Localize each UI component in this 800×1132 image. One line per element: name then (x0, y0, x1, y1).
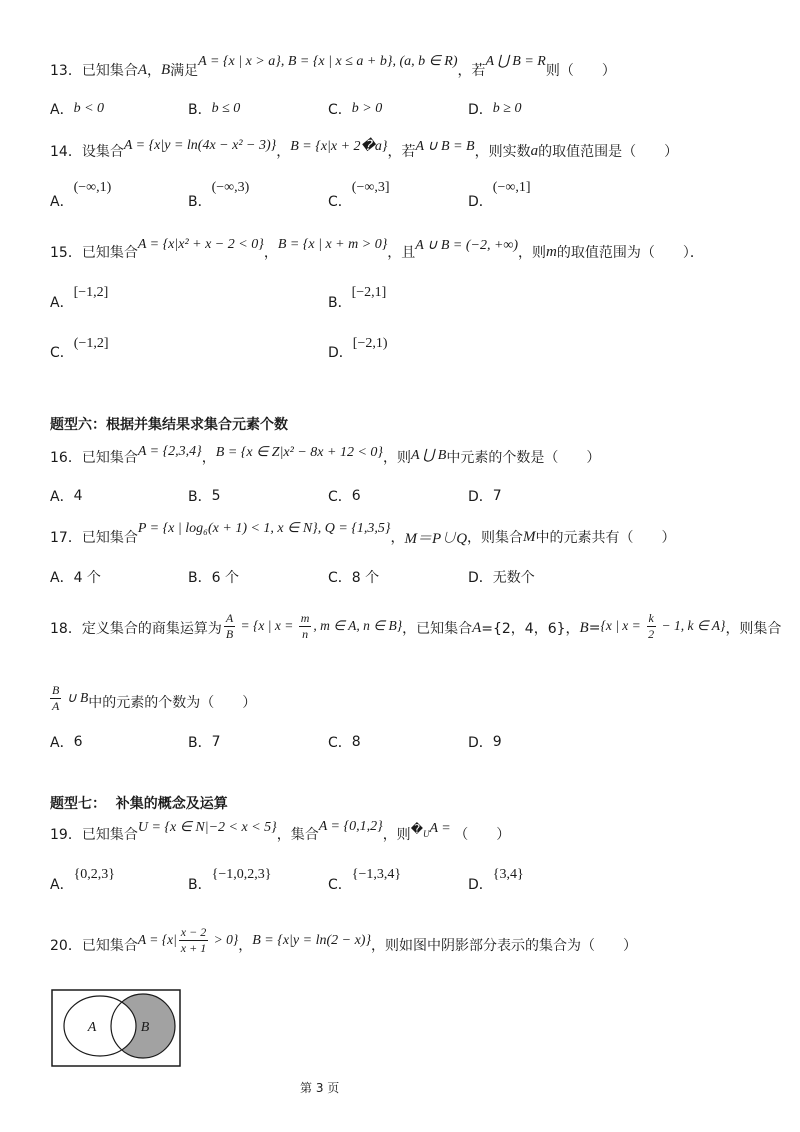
question-number: 18． (50, 621, 82, 637)
option-label: D． (468, 570, 493, 586)
q17-option-c (328, 565, 379, 589)
denominator: n (302, 626, 309, 641)
question-number: 17． (50, 530, 82, 546)
option-label: D． (328, 345, 353, 361)
stem-text: ，若 (457, 63, 486, 79)
option-label: D． (468, 489, 493, 505)
set-a-formula: A = {x|x² + x − 2 < 0} (137, 237, 264, 252)
q16-option-c (328, 484, 361, 508)
option-label: D． (468, 194, 493, 210)
complement-operand: A = (429, 821, 455, 836)
set-name-b: B (579, 619, 589, 636)
stem-text: ，则 (383, 450, 411, 466)
universal-set-formula: U = {x ∈ N|−2 < x < 5} (137, 819, 277, 835)
set-a-label: A (87, 1020, 97, 1035)
denominator: A (52, 698, 60, 713)
option-label: A． (50, 877, 74, 893)
option-value: {0,2,3} (73, 867, 116, 882)
set-a-formula: A = {2,3,4} (137, 444, 202, 459)
formula-part: = {x | x = (237, 618, 297, 633)
set-b-formula: B = {x|x + 2�a} (290, 138, 388, 154)
option-label: C． (50, 345, 74, 361)
option-label: C． (328, 102, 352, 118)
venn-diagram (51, 989, 183, 1069)
page-number-footer: 第 3 页 (300, 1081, 340, 1095)
question-17-stem (50, 520, 676, 549)
stem-text: ，已知集合 (402, 621, 473, 637)
set-m-definition: M＝P∪Q (404, 530, 468, 547)
question-14-stem (50, 139, 678, 163)
q14-option-b (188, 180, 250, 213)
set-name-a: A (472, 619, 482, 636)
question-13-stem (50, 53, 616, 82)
option-value: (−∞,3] (351, 180, 390, 195)
variable-a: a (530, 142, 539, 159)
stem-text: ，则实数 (474, 144, 531, 160)
set-b-label: B (140, 1020, 150, 1035)
stem-text: 已知集合 (81, 530, 138, 546)
option-value: 4 (73, 488, 83, 504)
fraction-m-over-n (299, 612, 312, 641)
q13-option-a (50, 97, 104, 121)
option-label: C． (328, 877, 352, 893)
denominator: 2 (648, 626, 655, 641)
set-a-formula: A = {0,1,2} (318, 819, 383, 834)
stem-text: ， (263, 245, 278, 261)
quotient-set-definition (222, 612, 402, 641)
union-condition-formula: A ∪ B = (−2, +∞) (415, 237, 519, 253)
stem-text: 的取值范围是（ ） (538, 144, 679, 160)
stem-text: 已知集合 (81, 827, 138, 843)
question-18-stem-continued (50, 682, 257, 714)
q15-option-d (328, 336, 388, 364)
numerator: A (225, 610, 234, 625)
question-15-stem (50, 237, 704, 264)
option-label: D． (468, 102, 493, 118)
stem-text: ，则集合 (467, 530, 524, 546)
option-label: B． (328, 295, 352, 311)
variable-m: m (546, 243, 557, 260)
formula-part: {x | x = (600, 618, 645, 633)
stem-text: （ ） (454, 827, 511, 843)
q19-option-a (50, 867, 116, 896)
option-value: b < 0 (73, 101, 105, 116)
set-p-q-formula: P = {x | log₆(x + 1) < 1, x ∈ N}, Q = {1,3,5} (137, 520, 391, 536)
formula-part: , m ∈ A, n ∈ B} (313, 618, 403, 633)
denominator: B (225, 626, 234, 641)
universal-subscript: U (423, 829, 430, 839)
option-value: b ≥ 0 (492, 101, 522, 116)
numerator: m (300, 610, 310, 625)
question-16-stem (50, 445, 600, 469)
question-20-stem (50, 924, 638, 957)
set-a-formula (138, 926, 238, 955)
stem-text: 已知集合 (81, 450, 138, 466)
option-value: [−1,2] (73, 285, 109, 300)
question-19-stem (50, 819, 511, 846)
fraction-a-over-b (224, 612, 235, 641)
question-number: 19． (50, 827, 82, 843)
option-value: {−1,3,4} (351, 867, 402, 882)
option-label: A． (50, 295, 74, 311)
question-number: 15． (50, 245, 82, 261)
stem-text: ，则 (518, 245, 547, 261)
option-label: A． (50, 570, 74, 586)
q18-option-c (328, 730, 361, 754)
union-formula: A ⋃ B (411, 447, 447, 463)
stem-text: 满足 (170, 63, 199, 79)
numerator: k (648, 610, 654, 625)
union-condition-formula: A ∪ B = B (415, 138, 475, 154)
formula-part: > 0} (210, 932, 239, 947)
option-label: B． (188, 194, 212, 210)
stem-text: 设集合 (81, 144, 124, 160)
q15-option-b (328, 285, 387, 314)
formula-part: ∪ B (63, 690, 89, 705)
option-value: [−2,1) (352, 336, 388, 351)
option-label: A． (50, 194, 74, 210)
stem-text: 中的元素共有（ ） (535, 530, 676, 546)
option-value: 7 (211, 734, 221, 750)
set-b-formula: B = {x|y = ln(2 − x)} (252, 933, 372, 948)
option-label: C． (328, 570, 352, 586)
q18-option-b (188, 730, 221, 754)
q16-option-d (468, 484, 502, 508)
set-b-formula (600, 612, 725, 641)
option-value: 5 (211, 488, 221, 504)
option-value: 7 (492, 488, 502, 504)
denominator: x + 1 (180, 940, 207, 955)
stem-text: 中的元素的个数为（ ） (88, 695, 257, 711)
option-value: 8 个 (351, 570, 380, 586)
fraction-k-over-2 (646, 612, 656, 641)
option-label: A． (50, 102, 74, 118)
option-label: B． (188, 570, 212, 586)
option-value: [−2,1] (351, 285, 387, 300)
q18-option-d (468, 730, 502, 754)
complement-expression (411, 821, 455, 837)
stem-text: ，集合 (276, 827, 319, 843)
stem-text: ，则集合 (725, 621, 782, 637)
question-18-stem (50, 610, 782, 641)
option-value: b ≤ 0 (211, 101, 241, 116)
numerator: x − 2 (180, 924, 207, 939)
stem-text: ，若 (387, 144, 416, 160)
option-label: A． (50, 489, 74, 505)
q14-option-a (50, 180, 112, 213)
set-definition-formula: A = {x | x > a}, B = {x | x ≤ a + b}, (a, b ∈ R) (198, 53, 458, 69)
fraction-b-over-a (50, 684, 61, 713)
q13-option-d (468, 97, 521, 121)
numerator: B (52, 682, 60, 697)
set-name-b: B (161, 61, 171, 78)
option-label: C． (328, 194, 352, 210)
set-name-a: A (137, 61, 147, 78)
q15-option-c (50, 336, 109, 364)
stem-text: ， (276, 144, 291, 160)
set-b-formula: B = {x | x + m > 0} (277, 237, 388, 252)
set-a-formula: A = {x|y = ln(4x − x² − 3)} (123, 138, 277, 153)
q14-option-c (328, 180, 390, 213)
option-label: C． (328, 489, 352, 505)
section-heading-text: 题型六：根据并集结果求集合元素个数 (50, 417, 288, 433)
q18-option-a (50, 730, 83, 754)
option-label: A． (50, 735, 74, 751)
formula-part: − 1, k ∈ A} (658, 618, 726, 633)
q17-option-a (50, 565, 101, 589)
stem-text: = (588, 620, 601, 636)
stem-text: ，且 (387, 245, 416, 261)
stem-text: 则（ ） (545, 63, 616, 79)
option-value: 4 个 (73, 570, 101, 586)
section-heading-7 (50, 791, 228, 815)
q17-option-d (468, 565, 535, 589)
q14-option-d (468, 180, 531, 213)
option-label: B． (188, 877, 212, 893)
option-value: b > 0 (351, 101, 383, 116)
set-name-m: M (523, 528, 536, 545)
fraction-rational-expression (179, 926, 208, 955)
option-label: B． (188, 102, 212, 118)
section-heading-text: 题型七： 补集的概念及运算 (50, 796, 228, 812)
section-heading-6 (50, 412, 288, 436)
option-label: B． (188, 735, 212, 751)
stem-text: ， (390, 530, 405, 546)
stem-text: ， (238, 938, 253, 954)
option-value: 9 (492, 734, 502, 750)
formula-part: A = {x| (137, 932, 177, 947)
quotient-union-formula (50, 684, 88, 713)
q13-option-b (188, 97, 240, 121)
q17-option-b (188, 565, 239, 589)
stem-text: ，则如图中阴影部分表示的集合为（ ） (371, 938, 638, 954)
option-value: 6 个 (211, 570, 239, 586)
q15-option-a (50, 285, 109, 314)
option-value: {3,4} (492, 867, 524, 882)
stem-text: 的取值范围为（ ）． (556, 245, 704, 261)
option-value: 8 (351, 734, 361, 750)
option-value: 无数个 (492, 570, 535, 586)
question-number: 13． (50, 63, 82, 79)
q19-option-c (328, 867, 402, 896)
stem-text: 已知集合 (81, 938, 138, 954)
option-label: D． (468, 877, 493, 893)
set-a-ellipse (64, 996, 136, 1056)
question-number: 14． (50, 144, 82, 160)
q16-option-a (50, 484, 83, 508)
stem-text: 定义集合的商集运算为 (81, 621, 222, 637)
stem-text: ， (201, 450, 216, 466)
q19-option-d (468, 867, 524, 896)
stem-text: 已知集合 (81, 63, 138, 79)
option-value: 6 (351, 488, 361, 504)
q16-option-b (188, 484, 221, 508)
question-number: 16． (50, 450, 82, 466)
stem-text: ={2，4，6}， (481, 621, 580, 637)
stem-text: ， (147, 63, 161, 79)
option-label: C． (328, 735, 352, 751)
option-value: (−∞,1) (73, 180, 112, 195)
stem-text: 中元素的个数是（ ） (446, 450, 601, 466)
stem-text: 已知集合 (81, 245, 138, 261)
option-value: {−1,0,2,3} (211, 867, 272, 882)
question-number: 20． (50, 938, 82, 954)
q19-option-b (188, 867, 272, 896)
option-value: 6 (73, 734, 83, 750)
option-label: D． (468, 735, 493, 751)
option-value: (−∞,3) (211, 180, 250, 195)
union-condition-formula: A ⋃ B = R (485, 53, 546, 69)
complement-symbol: � (410, 822, 423, 836)
option-value: (−∞,1] (492, 180, 531, 195)
q13-option-c (328, 97, 382, 121)
stem-text: ，则 (382, 827, 411, 843)
option-label: B． (188, 489, 212, 505)
set-b-formula: B = {x ∈ Z|x² − 8x + 12 < 0} (215, 444, 383, 460)
option-value: (−1,2] (73, 336, 109, 351)
